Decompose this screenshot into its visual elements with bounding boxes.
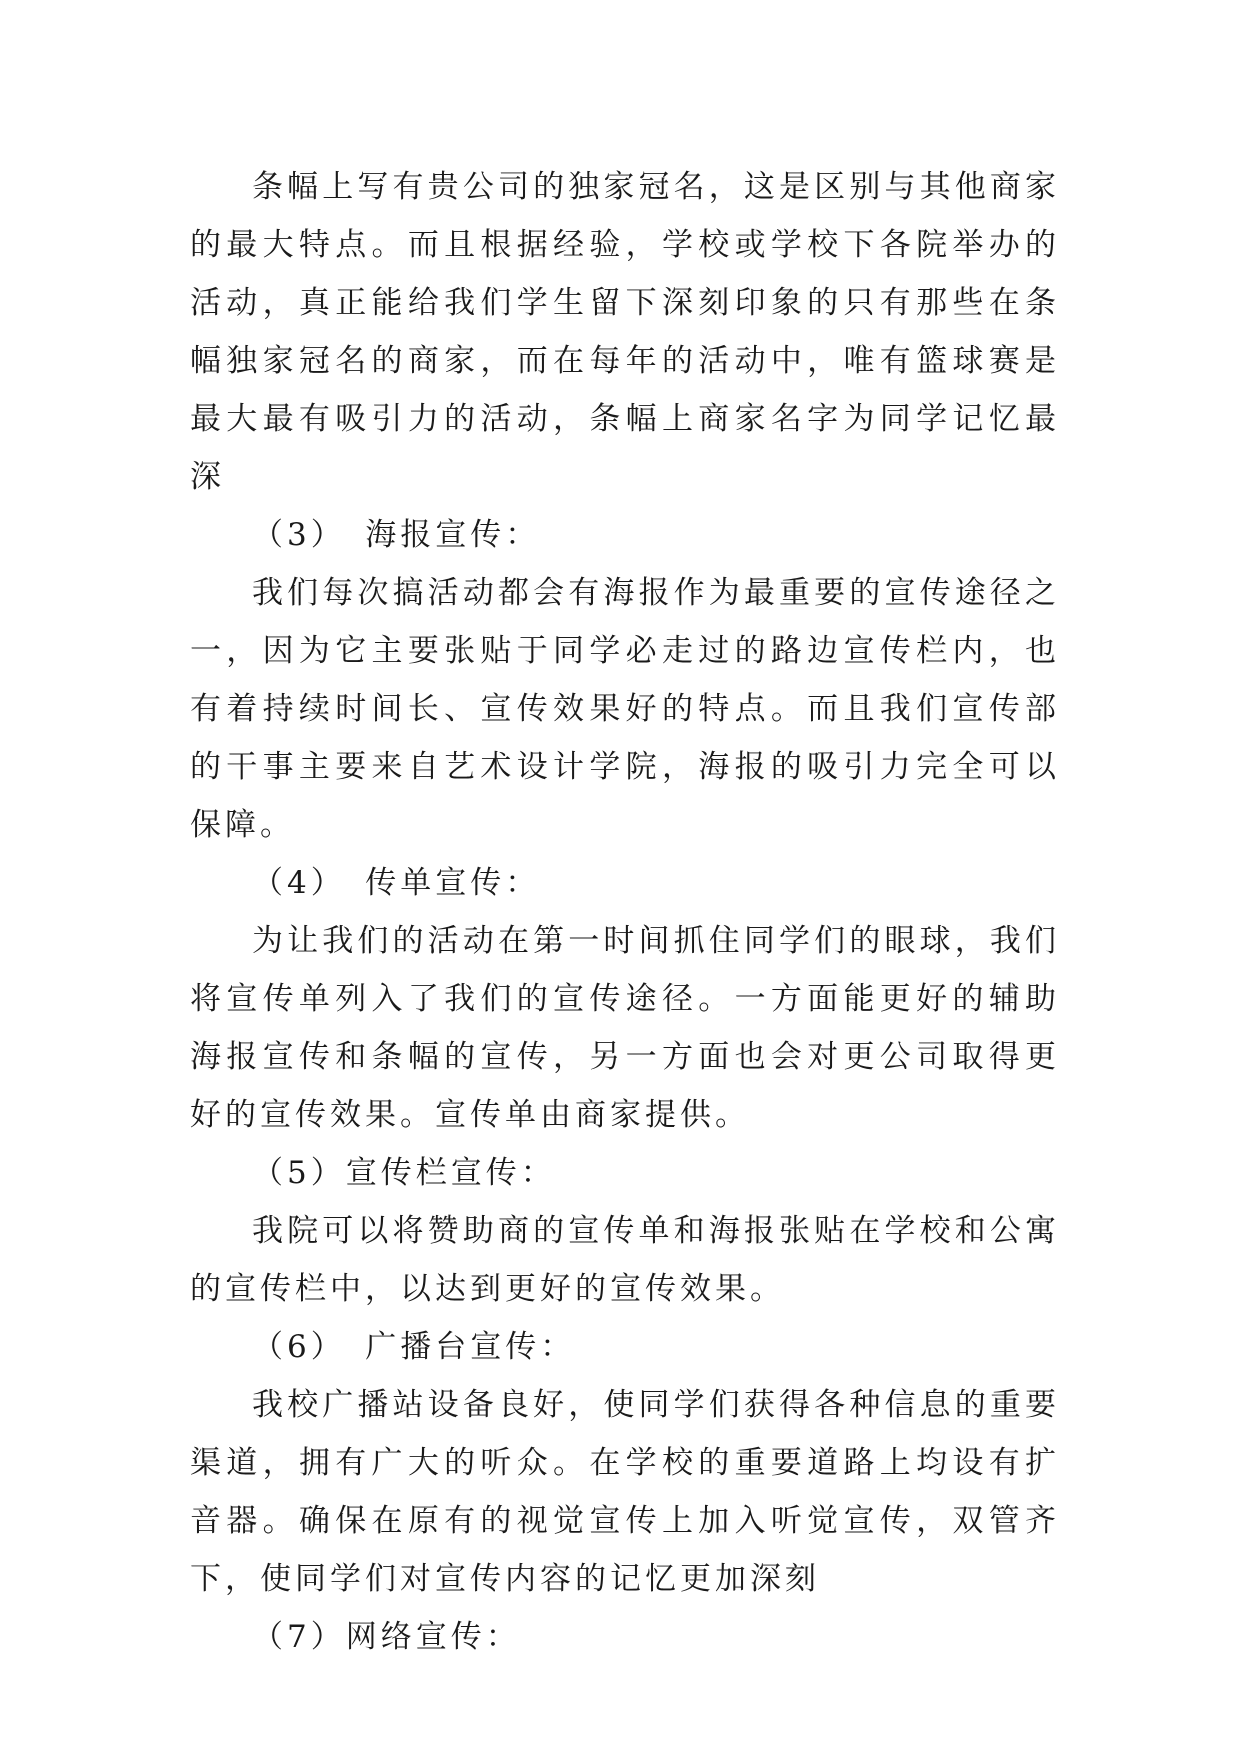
paragraph-bulletin-board-publicity: 我院可以将赞助商的宣传单和海报张贴在学校和公寓的宣传栏中，以达到更好的宣传效果。 xyxy=(190,1213,1060,1307)
heading-online-publicity: （7）网络宣传： xyxy=(252,1619,521,1655)
heading-bulletin-board-publicity: （5）宣传栏宣传： xyxy=(252,1155,556,1191)
paragraph-poster-publicity: 我们每次搞活动都会有海报作为最重要的宣传途径之一，因为它主要张贴于同学必走过的路边宣传栏内，也有着持续时间长、宣传效果好的特点。而且我们宣传部的干事主要来自艺术设计学院，海报的吸引力完全可以保障。 xyxy=(190,575,1060,843)
document-body xyxy=(190,158,1060,1666)
heading-flyer-publicity: （4） 传单宣传： xyxy=(252,865,541,901)
paragraph-banner-sponsorship: 条幅上写有贵公司的独家冠名，这是区别与其他商家的最大特点。而且根据经验，学校或学校下各院举办的活动，真正能给我们学生留下深刻印象的只有那些在条幅独家冠名的商家，而在每年的活动中，唯有篮球赛是最大最有吸引力的活动，条幅上商家名字为同学记忆最深 xyxy=(190,169,1060,495)
paragraph-flyer-publicity: 为让我们的活动在第一时间抓住同学们的眼球，我们将宣传单列入了我们的宣传途径。一方面能更好的辅助海报宣传和条幅的宣传，另一方面也会对更公司取得更好的宣传效果。宣传单由商家提供。 xyxy=(190,923,1060,1133)
paragraph-radio-publicity: 我校广播站设备良好，使同学们获得各种信息的重要渠道，拥有广大的听众。在学校的重要道路上均设有扩音器。确保在原有的视觉宣传上加入听觉宣传，双管齐下，使同学们对宣传内容的记忆更加深刻 xyxy=(190,1387,1060,1597)
heading-poster-publicity: （3） 海报宣传： xyxy=(252,517,541,553)
heading-radio-publicity: （6） 广播台宣传： xyxy=(252,1329,576,1365)
